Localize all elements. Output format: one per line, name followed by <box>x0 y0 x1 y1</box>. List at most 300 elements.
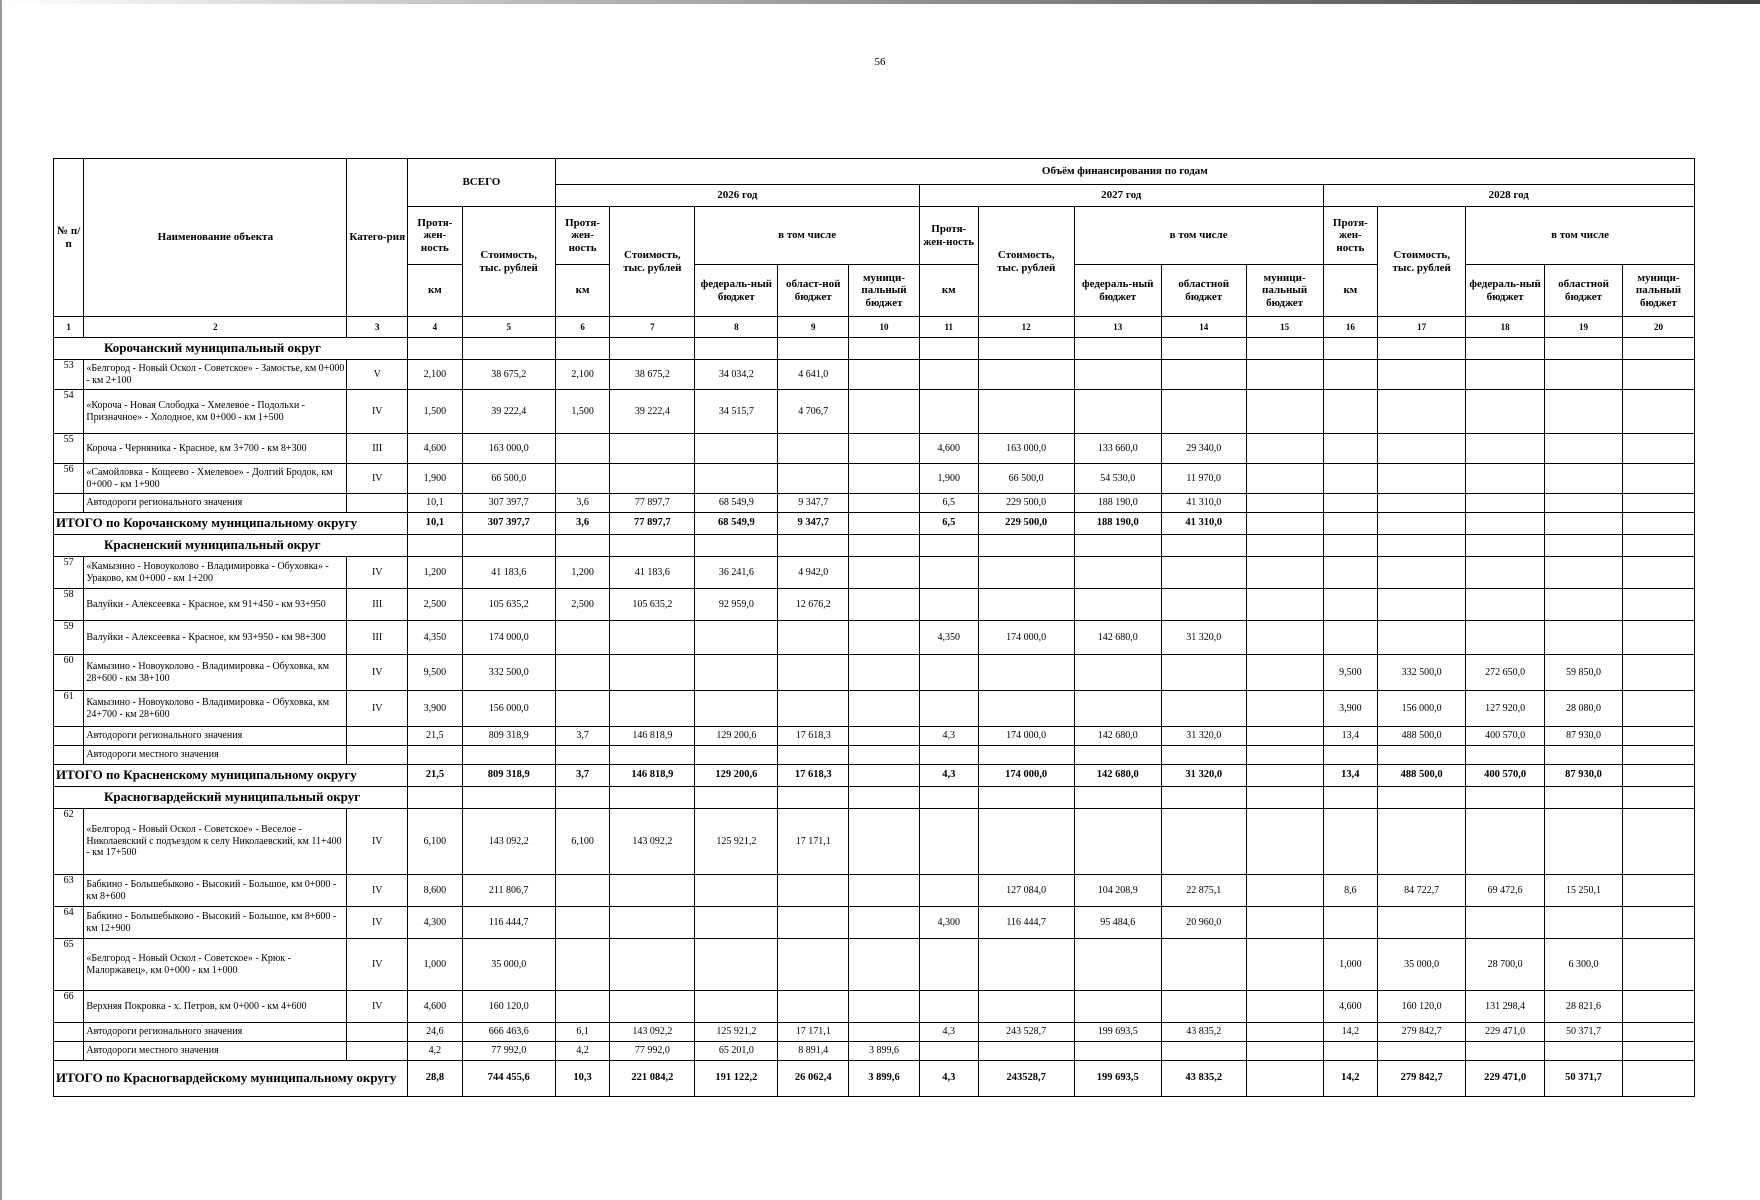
value-cell <box>462 746 555 765</box>
value-cell: 400 570,0 <box>1466 765 1545 787</box>
empty-cell <box>1466 787 1545 809</box>
empty-cell <box>978 338 1074 360</box>
value-cell: 4,350 <box>919 621 978 655</box>
value-cell <box>1161 360 1246 390</box>
value-cell <box>1246 589 1323 621</box>
object-category: III <box>347 589 408 621</box>
value-cell <box>778 621 849 655</box>
object-category: IV <box>347 557 408 589</box>
empty-cell <box>978 787 1074 809</box>
empty-cell <box>695 787 778 809</box>
empty-cell <box>1622 535 1694 557</box>
column-number: 9 <box>778 317 849 338</box>
value-cell: 332 500,0 <box>462 655 555 691</box>
row-number: 54 <box>54 390 84 434</box>
value-cell: 2,500 <box>555 589 610 621</box>
column-number: 7 <box>610 317 695 338</box>
value-cell <box>919 875 978 907</box>
value-cell <box>919 991 978 1023</box>
value-cell: 199 693,5 <box>1074 1023 1161 1042</box>
table-row <box>54 434 1695 464</box>
empty-cell <box>54 494 84 513</box>
header-total: ВСЕГО <box>408 159 556 207</box>
value-cell <box>1622 746 1694 765</box>
subtotal-label: Автодороги регионального значения <box>84 727 347 746</box>
value-cell <box>1378 907 1466 939</box>
empty-cell <box>849 787 920 809</box>
value-cell: 24,6 <box>408 1023 463 1042</box>
empty-cell <box>778 338 849 360</box>
value-cell <box>1545 1042 1623 1061</box>
value-cell <box>1246 390 1323 434</box>
value-cell <box>1323 621 1378 655</box>
row-number: 63 <box>54 875 84 907</box>
empty-cell <box>849 535 920 557</box>
value-cell: 4,350 <box>408 621 463 655</box>
empty-cell <box>610 787 695 809</box>
value-cell <box>1246 621 1323 655</box>
value-cell: 4,600 <box>408 434 463 464</box>
header-km-2026: км <box>555 265 610 317</box>
row-number: 55 <box>54 434 84 464</box>
value-cell: 9,500 <box>1323 655 1378 691</box>
row-number: 61 <box>54 691 84 727</box>
value-cell <box>778 464 849 494</box>
value-cell <box>1074 809 1161 875</box>
value-cell <box>1323 360 1378 390</box>
header-cost-2028: Стоимость, тыс. рублей <box>1378 207 1466 317</box>
value-cell <box>695 991 778 1023</box>
value-cell <box>849 1023 920 1042</box>
value-cell <box>1622 991 1694 1023</box>
value-cell <box>1161 746 1246 765</box>
header-km-2028: км <box>1323 265 1378 317</box>
object-name: Валуйки - Алексеевка - Красное, км 93+950 - км 98+300 <box>84 621 347 655</box>
value-cell <box>1074 991 1161 1023</box>
value-cell: 35 000,0 <box>462 939 555 991</box>
header-year-2028: 2028 год <box>1323 185 1694 207</box>
empty-cell <box>54 727 84 746</box>
value-cell: 744 455,6 <box>462 1061 555 1097</box>
value-cell: 229 500,0 <box>978 513 1074 535</box>
value-cell: 1,200 <box>408 557 463 589</box>
value-cell <box>610 907 695 939</box>
value-cell <box>849 727 920 746</box>
value-cell <box>1378 464 1466 494</box>
value-cell: 68 549,9 <box>695 494 778 513</box>
value-cell: 13,4 <box>1323 727 1378 746</box>
empty-cell <box>54 746 84 765</box>
column-number: 1 <box>54 317 84 338</box>
value-cell <box>1545 746 1623 765</box>
value-cell <box>555 434 610 464</box>
value-cell <box>1622 809 1694 875</box>
value-cell: 116 444,7 <box>462 907 555 939</box>
value-cell <box>610 939 695 991</box>
header-cost-2026: Стоимость, тыс. рублей <box>610 207 695 317</box>
header-municipal-2027: муници-пальный бюджет <box>1246 265 1323 317</box>
value-cell: 41 183,6 <box>462 557 555 589</box>
value-cell <box>1246 907 1323 939</box>
value-cell <box>1622 875 1694 907</box>
object-name: «Самойловка - Кощеево - Хмелевое» - Долгий Бродок, км 0+000 - км 1+900 <box>84 464 347 494</box>
value-cell <box>1161 939 1246 991</box>
subtotal-label: Автодороги регионального значения <box>84 1023 347 1042</box>
column-number: 5 <box>462 317 555 338</box>
empty-cell <box>1246 535 1323 557</box>
value-cell: 35 000,0 <box>1378 939 1466 991</box>
value-cell: 143 092,2 <box>610 809 695 875</box>
value-cell: 17 171,1 <box>778 809 849 875</box>
value-cell: 105 635,2 <box>610 589 695 621</box>
scan-edge-top <box>0 0 1760 4</box>
value-cell: 22 875,1 <box>1161 875 1246 907</box>
value-cell: 191 122,2 <box>695 1061 778 1097</box>
value-cell <box>555 691 610 727</box>
value-cell <box>978 1042 1074 1061</box>
value-cell: 4 706,7 <box>778 390 849 434</box>
value-cell: 95 484,6 <box>1074 907 1161 939</box>
value-cell: 31 320,0 <box>1161 727 1246 746</box>
header-length-total: Протя-жен-ность <box>408 207 463 265</box>
value-cell <box>1622 907 1694 939</box>
header-category: Катего-рия <box>347 159 408 317</box>
value-cell <box>919 557 978 589</box>
value-cell <box>1622 1061 1694 1097</box>
column-number: 16 <box>1323 317 1378 338</box>
value-cell: 3 899,6 <box>849 1042 920 1061</box>
value-cell: 809 318,9 <box>462 727 555 746</box>
table-row <box>54 557 1695 589</box>
value-cell <box>1622 557 1694 589</box>
value-cell <box>1246 434 1323 464</box>
value-cell <box>1378 434 1466 464</box>
section-title: Красногвардейский муниципальный округ <box>54 787 408 809</box>
value-cell: 6,5 <box>919 494 978 513</box>
section-row <box>54 338 1695 360</box>
table-row <box>54 991 1695 1023</box>
empty-cell <box>1323 535 1378 557</box>
value-cell <box>849 655 920 691</box>
value-cell <box>1466 621 1545 655</box>
value-cell <box>1378 809 1466 875</box>
value-cell: 809 318,9 <box>462 765 555 787</box>
value-cell <box>1323 746 1378 765</box>
value-cell <box>1323 589 1378 621</box>
value-cell <box>919 655 978 691</box>
table-row <box>54 691 1695 727</box>
empty-cell <box>555 787 610 809</box>
value-cell <box>919 809 978 875</box>
value-cell <box>778 939 849 991</box>
value-cell <box>1246 1061 1323 1097</box>
value-cell: 488 500,0 <box>1378 727 1466 746</box>
subtotal-row <box>54 1042 1695 1061</box>
empty-cell <box>1378 535 1466 557</box>
value-cell <box>778 991 849 1023</box>
empty-cell <box>1378 787 1466 809</box>
empty-cell <box>849 338 920 360</box>
header-km-total: км <box>408 265 463 317</box>
value-cell: 17 618,3 <box>778 727 849 746</box>
row-number: 58 <box>54 589 84 621</box>
value-cell: 31 320,0 <box>1161 621 1246 655</box>
value-cell <box>1161 691 1246 727</box>
value-cell <box>1466 494 1545 513</box>
value-cell <box>1622 765 1694 787</box>
value-cell: 142 680,0 <box>1074 621 1161 655</box>
value-cell: 2,100 <box>408 360 463 390</box>
value-cell: 65 201,0 <box>695 1042 778 1061</box>
column-number: 6 <box>555 317 610 338</box>
page-number: 56 <box>874 56 886 68</box>
value-cell <box>1622 1042 1694 1061</box>
object-name: Бабкино - Большебыково - Высокий - Большое, км 8+600 - км 12+900 <box>84 907 347 939</box>
empty-cell <box>1246 338 1323 360</box>
value-cell: 243528,7 <box>978 1061 1074 1097</box>
value-cell <box>1323 390 1378 434</box>
section-row <box>54 787 1695 809</box>
empty-cell <box>1161 535 1246 557</box>
value-cell <box>1161 809 1246 875</box>
value-cell: 156 000,0 <box>1378 691 1466 727</box>
value-cell <box>1466 464 1545 494</box>
value-cell <box>849 434 920 464</box>
value-cell: 77 992,0 <box>610 1042 695 1061</box>
value-cell: 666 463,6 <box>462 1023 555 1042</box>
table-row <box>54 390 1695 434</box>
value-cell <box>1545 434 1623 464</box>
value-cell: 229 471,0 <box>1466 1061 1545 1097</box>
table-row <box>54 875 1695 907</box>
column-number: 20 <box>1622 317 1694 338</box>
empty-cell <box>408 787 463 809</box>
value-cell <box>849 809 920 875</box>
value-cell <box>555 991 610 1023</box>
value-cell <box>555 746 610 765</box>
empty-cell <box>978 535 1074 557</box>
value-cell <box>778 434 849 464</box>
value-cell: 1,900 <box>919 464 978 494</box>
value-cell <box>695 907 778 939</box>
value-cell <box>1545 809 1623 875</box>
table-row <box>54 464 1695 494</box>
value-cell: 4 942,0 <box>778 557 849 589</box>
value-cell <box>1378 513 1466 535</box>
value-cell: 188 190,0 <box>1074 513 1161 535</box>
object-name: Валуйки - Алексеевка - Красное, км 91+450 - км 93+950 <box>84 589 347 621</box>
value-cell: 39 222,4 <box>610 390 695 434</box>
value-cell: 9,500 <box>408 655 463 691</box>
value-cell: 1,000 <box>1323 939 1378 991</box>
value-cell <box>1074 939 1161 991</box>
value-cell: 4,600 <box>919 434 978 464</box>
value-cell: 279 842,7 <box>1378 1023 1466 1042</box>
value-cell <box>1323 557 1378 589</box>
empty-cell <box>1323 338 1378 360</box>
value-cell: 28 821,6 <box>1545 991 1623 1023</box>
empty-cell <box>462 338 555 360</box>
empty-cell <box>1074 338 1161 360</box>
object-name: Бабкино - Большебыково - Высокий - Большое, км 0+000 - км 8+600 <box>84 875 347 907</box>
header-length-2028: Протя-жен-ность <box>1323 207 1378 265</box>
value-cell <box>1323 434 1378 464</box>
value-cell: 9 347,7 <box>778 513 849 535</box>
value-cell <box>610 691 695 727</box>
value-cell: 92 959,0 <box>695 589 778 621</box>
value-cell: 199 693,5 <box>1074 1061 1161 1097</box>
object-category: IV <box>347 991 408 1023</box>
value-cell: 14,2 <box>1323 1061 1378 1097</box>
empty-cell <box>408 535 463 557</box>
value-cell <box>1466 360 1545 390</box>
value-cell: 125 921,2 <box>695 1023 778 1042</box>
empty-cell <box>610 535 695 557</box>
value-cell: 39 222,4 <box>462 390 555 434</box>
row-number: 53 <box>54 360 84 390</box>
value-cell <box>1378 746 1466 765</box>
value-cell <box>555 875 610 907</box>
total-row <box>54 1061 1695 1097</box>
value-cell <box>1378 360 1466 390</box>
value-cell <box>1466 557 1545 589</box>
value-cell <box>1246 655 1323 691</box>
value-cell <box>1378 390 1466 434</box>
column-number: 13 <box>1074 317 1161 338</box>
empty-cell <box>1074 787 1161 809</box>
value-cell: 211 806,7 <box>462 875 555 907</box>
row-number: 56 <box>54 464 84 494</box>
value-cell: 1,000 <box>408 939 463 991</box>
empty-cell <box>1378 338 1466 360</box>
value-cell: 66 500,0 <box>978 464 1074 494</box>
value-cell <box>1246 765 1323 787</box>
value-cell <box>1466 1042 1545 1061</box>
value-cell <box>978 557 1074 589</box>
header-including-2026: в том числе <box>695 207 920 265</box>
value-cell <box>1161 655 1246 691</box>
value-cell: 125 921,2 <box>695 809 778 875</box>
value-cell <box>1161 991 1246 1023</box>
value-cell: 41 310,0 <box>1161 494 1246 513</box>
value-cell: 4,2 <box>408 1042 463 1061</box>
empty-cell <box>347 1023 408 1042</box>
value-cell: 129 200,6 <box>695 727 778 746</box>
value-cell <box>610 746 695 765</box>
header-regional-2028: областной бюджет <box>1545 265 1623 317</box>
row-number: 59 <box>54 621 84 655</box>
value-cell: 50 371,7 <box>1545 1023 1623 1042</box>
value-cell <box>778 907 849 939</box>
value-cell <box>849 875 920 907</box>
table-row <box>54 655 1695 691</box>
column-number: 17 <box>1378 317 1466 338</box>
value-cell <box>1074 360 1161 390</box>
value-cell <box>919 691 978 727</box>
value-cell: 21,5 <box>408 765 463 787</box>
value-cell: 221 084,2 <box>610 1061 695 1097</box>
empty-cell <box>1246 787 1323 809</box>
value-cell <box>1622 589 1694 621</box>
column-number: 8 <box>695 317 778 338</box>
value-cell <box>1161 589 1246 621</box>
value-cell: 29 340,0 <box>1161 434 1246 464</box>
value-cell <box>610 991 695 1023</box>
value-cell <box>1246 1023 1323 1042</box>
header-cost-total: Стоимость, тыс. рублей <box>462 207 555 317</box>
column-number: 4 <box>408 317 463 338</box>
empty-cell <box>1622 338 1694 360</box>
value-cell <box>1074 390 1161 434</box>
value-cell: 1,500 <box>555 390 610 434</box>
value-cell <box>695 691 778 727</box>
value-cell: 10,1 <box>408 494 463 513</box>
value-cell: 15 250,1 <box>1545 875 1623 907</box>
value-cell <box>1074 557 1161 589</box>
value-cell: 1,200 <box>555 557 610 589</box>
value-cell: 133 660,0 <box>1074 434 1161 464</box>
empty-cell <box>555 338 610 360</box>
value-cell: 87 930,0 <box>1545 727 1623 746</box>
value-cell <box>978 390 1074 434</box>
value-cell: 77 897,7 <box>610 513 695 535</box>
value-cell: 41 183,6 <box>610 557 695 589</box>
value-cell: 28 700,0 <box>1466 939 1545 991</box>
value-cell <box>610 434 695 464</box>
header-name: Наименование объекта <box>84 159 347 317</box>
value-cell: 26 062,4 <box>778 1061 849 1097</box>
value-cell: 332 500,0 <box>1378 655 1466 691</box>
empty-cell <box>462 787 555 809</box>
header-federal-2026: федераль-ный бюджет <box>695 265 778 317</box>
value-cell <box>849 621 920 655</box>
value-cell: 1,900 <box>408 464 463 494</box>
value-cell <box>555 464 610 494</box>
value-cell <box>849 939 920 991</box>
empty-cell <box>408 338 463 360</box>
value-cell: 6,100 <box>408 809 463 875</box>
object-category: III <box>347 621 408 655</box>
value-cell: 8,6 <box>1323 875 1378 907</box>
value-cell <box>1074 589 1161 621</box>
value-cell <box>849 464 920 494</box>
object-name: «Белгород - Новый Оскол - Советское» - Крюк - Малоржавец», км 0+000 - км 1+000 <box>84 939 347 991</box>
value-cell <box>849 513 920 535</box>
value-cell: 174 000,0 <box>462 621 555 655</box>
object-name: Короча - Черняника - Красное, км 3+700 - км 8+300 <box>84 434 347 464</box>
value-cell <box>1246 875 1323 907</box>
empty-cell <box>1466 535 1545 557</box>
value-cell: 142 680,0 <box>1074 727 1161 746</box>
value-cell <box>978 809 1074 875</box>
value-cell: 50 371,7 <box>1545 1061 1623 1097</box>
empty-cell <box>347 727 408 746</box>
value-cell: 163 000,0 <box>978 434 1074 464</box>
subtotal-row <box>54 727 1695 746</box>
subtotal-row <box>54 1023 1695 1042</box>
header-municipal-2026: муници-пальный бюджет <box>849 265 920 317</box>
empty-cell <box>347 1042 408 1061</box>
value-cell: 160 120,0 <box>1378 991 1466 1023</box>
value-cell: 307 397,7 <box>462 494 555 513</box>
value-cell <box>1074 1042 1161 1061</box>
value-cell: 9 347,7 <box>778 494 849 513</box>
value-cell: 243 528,7 <box>978 1023 1074 1042</box>
column-number: 18 <box>1466 317 1545 338</box>
section-row <box>54 535 1695 557</box>
value-cell: 279 842,7 <box>1378 1061 1466 1097</box>
empty-cell <box>555 535 610 557</box>
